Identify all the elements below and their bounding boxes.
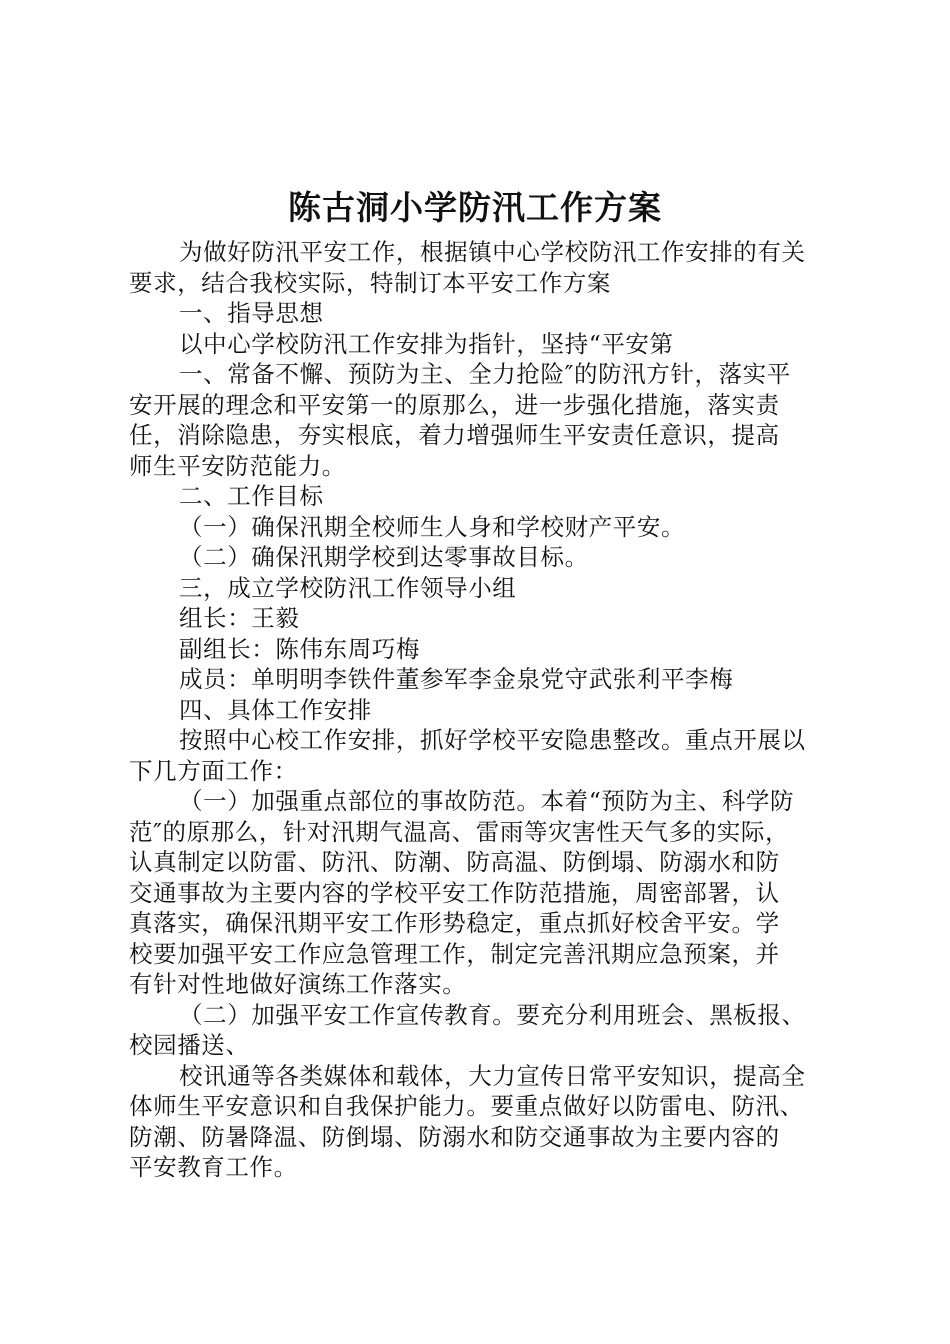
text-line: 体师生平安意识和自我保护能力。要重点做好以防雷电、防汛、 <box>129 1092 804 1120</box>
text-line: 真落实，确保汛期平安工作形势稳定，重点抓好校舍平安。学 <box>129 909 780 937</box>
text-line: 有针对性地做好演练工作落实。 <box>129 970 467 998</box>
text-line: 校讯通等各类媒体和载体，大力宣传日常平安知识，提高全 <box>179 1061 806 1090</box>
text-line: 下几方面工作： <box>129 756 298 785</box>
text-line: 以中心学校防汛工作安排为指针，坚持“平安第 <box>179 329 674 358</box>
text-line: 四、具体工作安排 <box>179 695 372 724</box>
text-line: （一）加强重点部位的事故防范。本着“预防为主、科学防 <box>179 787 795 815</box>
text-line: 二、工作目标 <box>179 482 324 510</box>
text-line: 要求，结合我校实际，特制订本平安工作方案 <box>129 268 611 297</box>
text-line: 平安教育工作。 <box>129 1153 298 1181</box>
text-line: 一、常备不懈、预防为主、全力抢险″的防汛方针，落实平 <box>179 360 791 388</box>
text-line: 副组长：陈伟东周巧梅 <box>179 634 420 663</box>
text-line: 一、指导思想 <box>179 299 324 327</box>
text-line: 交通事故为主要内容的学校平安工作防范措施，周密部署，认 <box>129 878 780 907</box>
text-line: 师生平安防范能力。 <box>129 451 346 480</box>
text-line: 校园播送、 <box>129 1031 250 1059</box>
text-line: 三，成立学校防汛工作领导小组 <box>179 573 517 602</box>
text-line: （一）确保汛期全校师生人身和学校财产平安。 <box>179 512 686 541</box>
text-line: 成员：单明明李铁件董参军李金泉党守武张利平李梅 <box>179 665 734 693</box>
text-line: 认真制定以防雷、防汛、防潮、防高温、防倒塌、防溺水和防 <box>129 848 780 876</box>
text-line: 组长：王毅 <box>179 604 300 632</box>
text-line: 任，消除隐患，夯实根底，着力增强师生平安责任意识，提高 <box>129 421 780 449</box>
document-title: 陈古洞小学防汛工作方案 <box>288 188 662 227</box>
text-line: 为做好防汛平安工作，根据镇中心学校防汛工作安排的有关 <box>179 238 806 266</box>
document-body <box>129 237 833 1183</box>
text-line: 安开展的理念和平安第一的原那么，进一步强化措施，落实责 <box>129 390 780 419</box>
text-line: 防潮、防暑降温、防倒塌、防溺水和防交通事故为主要内容的 <box>129 1122 780 1151</box>
text-line: 范″的原那么，针对汛期气温高、雷雨等灾害性天气多的实际， <box>129 817 790 846</box>
text-line: （二）加强平安工作宣传教育。要充分利用班会、黑板报、 <box>179 1000 806 1029</box>
text-line: 校要加强平安工作应急管理工作，制定完善汛期应急预案，并 <box>129 939 780 968</box>
text-line: （二）确保汛期学校到达零事故目标。 <box>179 543 589 571</box>
text-line: 按照中心校工作安排，抓好学校平安隐患整改。重点开展以 <box>179 726 806 754</box>
